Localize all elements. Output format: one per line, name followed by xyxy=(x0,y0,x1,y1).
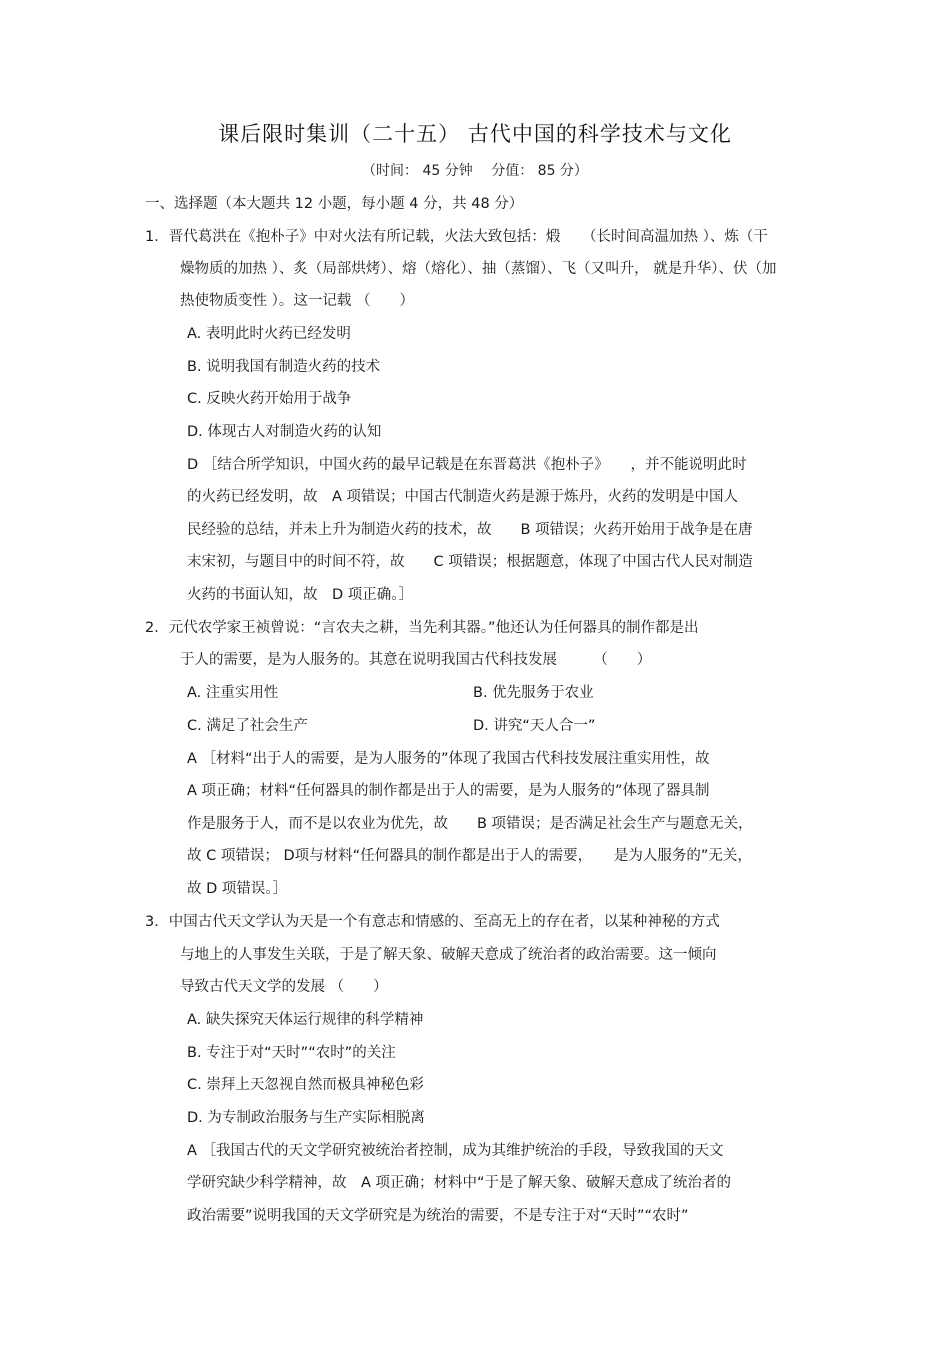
page-title: 课后限时集训（二十五） 古代中国的科学技术与文化 xyxy=(218,122,732,146)
question-3-answer-line: 政治需要”说明我国的天文学研究是为统治的需要，不是专注于对“天时”“农时” xyxy=(187,1208,689,1224)
section-heading: 一、选择题（本大题共 12 小题，每小题 4 分，共 48 分） xyxy=(145,196,524,212)
question-2-option-b: B. 优先服务于农业 xyxy=(473,685,594,701)
question-1-stem-line: 燥物质的加热 ）、炙（局部烘烤）、熔（熔化）、抽（蒸馏）、飞（又叫升， 就是升华）、伏（加 xyxy=(180,261,777,277)
question-2-option-a: A. 注重实用性 xyxy=(187,685,279,701)
question-2-answer-line: 作是服务于人，而不是以农业为优先，故 B 项错误；是否满足社会生产与题意无关， xyxy=(187,816,753,832)
question-1-stem-line: 热使物质变性 ）。这一记载 （ ） xyxy=(180,293,414,309)
question-1-answer-line: D ［结合所学知识，中国火药的最早记载是在东晋葛洪《抱朴子》 ，并不能说明此时 xyxy=(187,457,747,473)
question-3-option-a: A. 缺失探究天体运行规律的科学精神 xyxy=(187,1012,424,1028)
question-3-option-d: D. 为专制政治服务与生产实际相脱离 xyxy=(187,1110,425,1126)
question-1-answer-line: 末宋初，与题目中的时间不符，故 C 项错误；根据题意，体现了中国古代人民对制造 xyxy=(187,554,753,570)
question-2-stem-line: 于人的需要，是为人服务的。其意在说明我国古代科技发展 （ ） xyxy=(180,652,652,668)
question-2-answer-line: 故 D 项错误。］ xyxy=(187,881,288,897)
question-3-stem-line: 与地上的人事发生关联，于是了解天象、破解天意成了统治者的政治需要。这一倾向 xyxy=(180,947,717,963)
question-1-answer-line: 火药的书面认知，故 D 项正确。］ xyxy=(187,587,414,603)
question-1-option-a: A. 表明此时火药已经发明 xyxy=(187,326,351,342)
question-3-answer-line: A ［我国古代的天文学研究被统治者控制，成为其维护统治的手段，导致我国的天文 xyxy=(187,1143,724,1159)
question-2-option-d: D. 讲究“天人合一” xyxy=(473,718,596,734)
question-2-stem-line: 2．元代农学家王祯曾说：“言农夫之耕，当先利其器。”他还认为任何器具的制作都是出 xyxy=(145,620,699,636)
question-2-answer-line: A 项正确；材料“任何器具的制作都是出于人的需要，是为人服务的”体现了器具制 xyxy=(187,783,710,799)
time-and-score: （时间： 45 分钟 分值： 85 分） xyxy=(362,163,588,179)
question-3-option-c: C. 崇拜上天忽视自然而极具神秘色彩 xyxy=(187,1077,424,1093)
question-1-answer-line: 的火药已经发明，故 A 项错误；中国古代制造火药是源于炼丹，火药的发明是中国人 xyxy=(187,489,739,505)
question-1-stem-line: 1．晋代葛洪在《抱朴子》中对火法有所记载，火法大致包括：煅 （长时间高温加热 ）、炼（干 xyxy=(145,229,768,245)
question-1-option-b: B. 说明我国有制造火药的技术 xyxy=(187,359,381,375)
question-3-option-b: B. 专注于对“天时”“农时”的关注 xyxy=(187,1045,396,1061)
question-3-answer-line: 学研究缺少科学精神，故 A 项正确；材料中“于是了解天象、破解天意成了统治者的 xyxy=(187,1175,732,1191)
question-1-option-c: C. 反映火药开始用于战争 xyxy=(187,391,352,407)
question-3-stem-line: 3．中国古代天文学认为天是一个有意志和情感的、至高无上的存在者，以某种神秘的方式 xyxy=(145,914,720,930)
question-2-option-c: C. 满足了社会生产 xyxy=(187,718,308,734)
question-1-answer-line: 民经验的总结，并未上升为制造火药的技术，故 B 项错误；火药开始用于战争是在唐 xyxy=(187,522,753,538)
question-3-stem-line: 导致古代天文学的发展 （ ） xyxy=(180,979,388,995)
question-2-answer-line: A ［材料“出于人的需要，是为人服务的”体现了我国古代科技发展注重实用性，故 xyxy=(187,751,710,767)
question-2-answer-line: 故 C 项错误； D项与材料“任何器具的制作都是出于人的需要， 是为人服务的”无关， xyxy=(187,848,752,864)
question-1-option-d: D. 体现古人对制造火药的认知 xyxy=(187,424,382,440)
